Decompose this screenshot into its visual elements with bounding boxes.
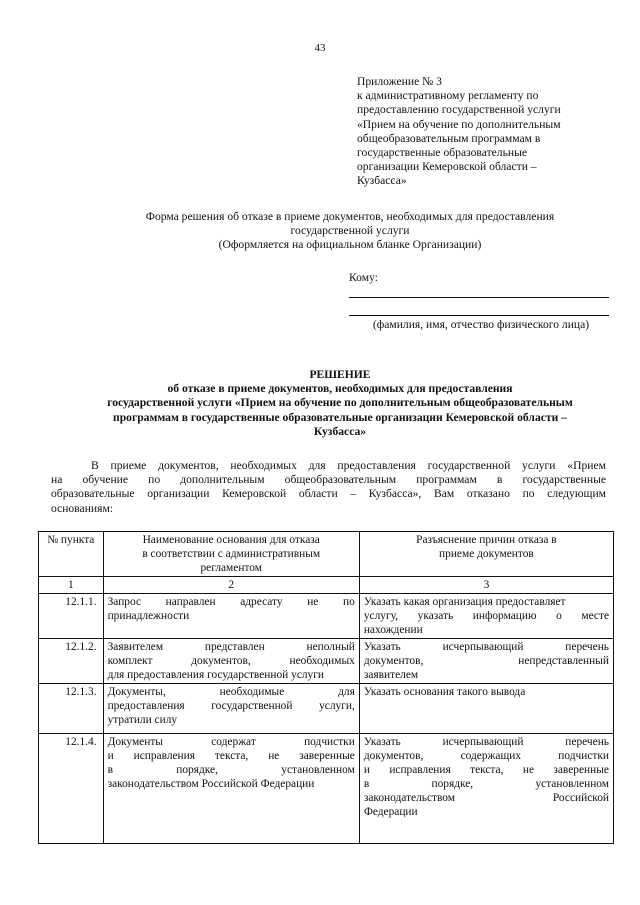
word: Российской	[552, 792, 609, 804]
cell-line	[108, 654, 355, 668]
decision-subtitle-line: Кузбасса»	[313, 424, 367, 438]
cell-line	[108, 777, 355, 791]
table-header-row	[39, 532, 614, 577]
word: необходимых	[289, 655, 355, 667]
header-line: Наименование основания для отказа	[142, 534, 320, 546]
word: на	[51, 473, 63, 487]
word: законодательством Российской Федерации	[107, 778, 315, 790]
appendix-line: «Прием на обучение по дополнительным	[357, 117, 561, 131]
header-reason-name	[103, 532, 359, 577]
word: –	[350, 487, 357, 501]
recipient-label: Кому:	[349, 271, 378, 284]
cell-line	[364, 623, 609, 637]
appendix-line: общеобразовательным программам в	[357, 131, 541, 145]
word: адресату	[240, 596, 283, 608]
word: по	[342, 596, 355, 608]
reason-cell	[103, 734, 359, 844]
decision-subtitle-line: об отказе в приеме документов, необходимых для предоставления	[167, 382, 513, 396]
word: и	[363, 764, 370, 776]
word: предоставления	[107, 700, 185, 712]
word: документов,	[363, 750, 424, 762]
table-row	[39, 639, 614, 684]
appendix-line: предоставлению государственной услуги	[357, 103, 561, 117]
word: не	[268, 750, 280, 762]
word: необходимые	[219, 686, 285, 698]
word: Указать	[363, 736, 401, 748]
word: документов,	[158, 459, 219, 472]
word: в	[496, 473, 503, 487]
cell-line	[364, 685, 609, 699]
table-row	[39, 684, 614, 734]
word: предоставления	[337, 459, 416, 472]
appendix-header	[357, 75, 617, 189]
word: приеме	[110, 459, 147, 472]
word: исправления	[389, 764, 451, 776]
word: отказано	[466, 487, 510, 501]
word: Кузбасса»,	[368, 487, 422, 501]
form-title-line: государственной услуги	[290, 224, 410, 238]
decision-heading	[40, 368, 640, 439]
word: исчерпывающий	[442, 641, 524, 653]
word: образовательные	[51, 487, 135, 501]
word: заявителем	[363, 669, 419, 681]
word: порядке,	[431, 778, 474, 790]
appendix-line: Приложение № 3	[357, 75, 442, 88]
word: в	[107, 764, 113, 776]
recipient-name-line	[349, 297, 609, 298]
explanation-cell	[359, 734, 613, 844]
word: перечень	[565, 641, 609, 653]
cell-line	[364, 735, 609, 749]
appendix-line: к административному регламенту по	[357, 89, 539, 103]
reason-cell	[103, 639, 359, 684]
word: Вам	[433, 487, 455, 501]
word: принадлежности	[107, 610, 190, 622]
word: Указать	[363, 641, 401, 653]
cell-line	[108, 668, 355, 682]
word: представлен	[204, 641, 265, 653]
word: по	[522, 487, 535, 501]
column-numbers-row	[39, 577, 614, 594]
word: содержащих	[460, 750, 522, 762]
recipient-name-line	[349, 315, 609, 316]
word: не	[522, 764, 534, 776]
word: Федерации	[363, 806, 418, 818]
cell-line	[108, 640, 355, 654]
decision-subtitle-line: государственной услуги «Прием на обучение по дополнительным общеобразовательным	[107, 396, 573, 410]
explanation-cell	[359, 594, 613, 639]
cell-line	[364, 791, 609, 805]
word: подчистки	[304, 736, 355, 748]
intro-paragraph	[51, 459, 606, 516]
appendix-line: Кузбасса»	[357, 174, 407, 188]
word: документов,	[191, 655, 251, 667]
cell-line	[364, 654, 609, 668]
intro-line	[51, 459, 606, 473]
word: непредставленный	[518, 655, 609, 667]
word: услугу,	[363, 610, 399, 622]
word: государственные	[522, 473, 606, 487]
word: Заявителем	[107, 641, 164, 653]
word: в	[363, 778, 370, 790]
reason-cell	[103, 594, 359, 639]
word: и	[107, 750, 114, 762]
intro-line: основаниям:	[51, 501, 113, 515]
header-item-number: № пункта	[39, 532, 104, 577]
word: государственной	[427, 459, 511, 472]
cell-line	[108, 699, 355, 713]
cell-line	[364, 763, 609, 777]
word: комплект	[107, 655, 153, 667]
word: о	[556, 610, 562, 622]
word: исчерпывающий	[442, 736, 524, 748]
word: следующим	[547, 487, 606, 501]
item-number: 12.1.4.	[39, 734, 104, 844]
word: установленном	[281, 764, 355, 776]
cell-line	[108, 735, 355, 749]
word: дополнительным	[180, 473, 265, 487]
word: порядке,	[176, 764, 218, 776]
header-line: приеме документов	[439, 548, 534, 560]
word: услуги	[522, 459, 556, 472]
header-reason-explanation	[359, 532, 613, 577]
word: для	[338, 686, 355, 698]
explanation-cell	[359, 684, 613, 734]
cell-line	[364, 595, 609, 609]
cell-line	[108, 595, 355, 609]
word: Указать основания такого вывода	[363, 686, 526, 698]
word: Запрос	[107, 596, 142, 608]
cell-line	[108, 685, 355, 699]
appendix-line: государственные образовательные	[357, 146, 527, 160]
word: установленном	[535, 778, 609, 790]
refusal-reasons-table	[38, 531, 614, 844]
cell-line	[364, 668, 609, 682]
cell-line	[108, 763, 355, 777]
word: месте	[581, 610, 609, 622]
cell-line	[108, 713, 355, 727]
word: заверенные	[299, 750, 355, 762]
cell-line	[364, 749, 609, 763]
item-number: 12.1.3.	[39, 684, 104, 734]
word: В	[91, 459, 99, 472]
word: подчистки	[558, 750, 609, 762]
column-number: 3	[359, 577, 613, 594]
decision-subtitle-line: программам в государственные образовательные организации Кемеровской области –	[113, 410, 567, 424]
explanation-cell	[359, 639, 613, 684]
word: текста,	[470, 764, 504, 776]
appendix-line: организации Кемеровской области –	[357, 160, 537, 174]
cell-line	[364, 777, 609, 791]
cell-line	[364, 640, 609, 654]
word: нахождении	[363, 624, 423, 636]
word: перечень	[565, 736, 609, 748]
word: области	[298, 487, 338, 501]
item-number: 12.1.2.	[39, 639, 104, 684]
word: обучение	[82, 473, 129, 487]
word: Документы	[107, 736, 163, 748]
word: услуги,	[319, 700, 355, 712]
reason-cell	[103, 684, 359, 734]
table-row	[39, 734, 614, 844]
word: Указать какая организация предоставляет	[363, 596, 566, 608]
intro-line	[51, 473, 606, 487]
word: исправления	[133, 750, 195, 762]
header-line: в соответствии с административным	[142, 548, 321, 560]
word: государственной	[211, 700, 293, 712]
word: документов,	[363, 655, 424, 667]
intro-line	[51, 487, 606, 501]
recipient-caption: (фамилия, имя, отчество физического лица)	[372, 318, 590, 331]
table-row	[39, 594, 614, 639]
cell-line	[364, 609, 609, 623]
word: содержат	[211, 736, 256, 748]
word: «Прием	[567, 459, 606, 472]
column-number: 1	[39, 577, 104, 594]
word: для предоставления государственной услуги	[107, 669, 325, 681]
word: для	[308, 459, 326, 472]
word: законодательством	[363, 792, 455, 804]
word: организации	[147, 487, 210, 501]
word: неполный	[306, 641, 355, 653]
form-note: (Оформляется на официальном бланке Организации)	[218, 238, 482, 252]
word: утратили силу	[107, 714, 178, 726]
item-number: 12.1.1.	[39, 594, 104, 639]
form-title-line: Форма решения об отказе в приеме документов, необходимых для предоставления	[145, 210, 555, 223]
header-line: Разъяснение причин отказа в	[416, 534, 557, 546]
header-line: регламентом	[200, 562, 262, 574]
word: по	[148, 473, 161, 487]
word: текста,	[214, 750, 249, 762]
word: Кемеровской	[222, 487, 287, 501]
cell-line	[108, 749, 355, 763]
cell-line	[364, 805, 609, 819]
column-number: 2	[103, 577, 359, 594]
page-number: 43	[314, 42, 326, 54]
word: необходимых	[230, 459, 297, 472]
decision-title: РЕШЕНИЕ	[309, 368, 371, 381]
word: указать	[417, 610, 454, 622]
word: не	[307, 596, 319, 608]
word: направлен	[165, 596, 216, 608]
word: заверенные	[553, 764, 609, 776]
word: информацию	[472, 610, 537, 622]
word: программам	[416, 473, 477, 487]
form-title	[60, 210, 640, 253]
word: общеобразовательным	[284, 473, 397, 487]
word: Документы,	[107, 686, 166, 698]
cell-line	[108, 609, 355, 623]
